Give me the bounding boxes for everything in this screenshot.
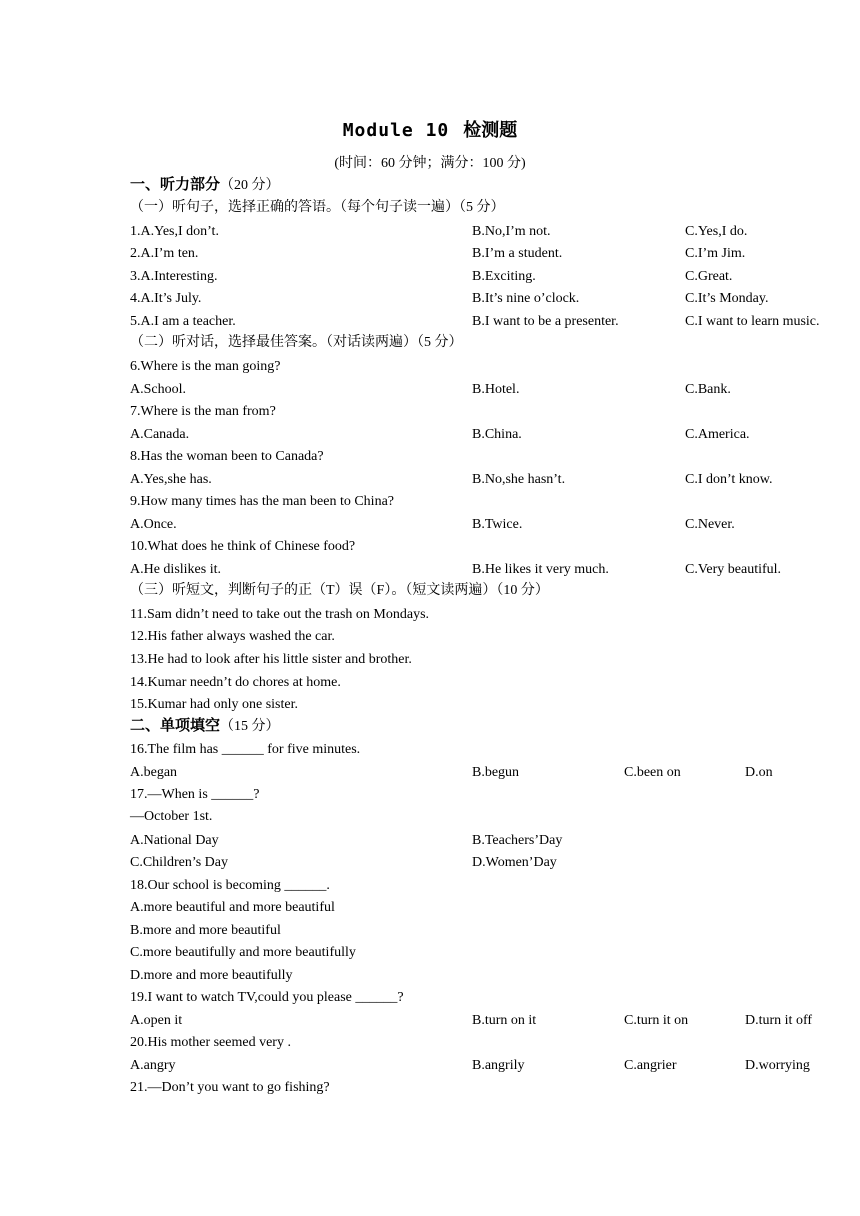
title-test: 检测题 — [463, 120, 518, 141]
question-2 — [130, 245, 746, 263]
question-8: 8.Has the woman been to Canada? — [130, 449, 324, 464]
title-module: Module 10 — [342, 120, 450, 141]
question-6: 6.Where is the man going? — [130, 359, 281, 374]
question-17: 17.—When is ______? — [130, 787, 260, 802]
option-c: C.It’s Monday. — [685, 291, 769, 306]
part-1-instruction: （一）听句子，选择正确的答语。（每个句子读一遍）（5 分） — [130, 200, 505, 215]
option-b: B.I’m a student. — [472, 246, 563, 261]
question-9: 9.How many times has the man been to China? — [130, 494, 394, 509]
question-19-options — [130, 1012, 813, 1030]
question-18-option-a: A.more beautiful and more beautiful — [130, 900, 335, 915]
part-3-instruction: （三）听短文，判断句子的正（T）误（F）。（短文读两遍）（10 分） — [130, 583, 549, 598]
option-c: C.Yes,I do. — [685, 224, 748, 239]
question-15: 15.Kumar had only one sister. — [130, 697, 298, 712]
option-c: C.angrier — [624, 1058, 677, 1073]
option-b: B.Teachers’Day — [472, 833, 563, 848]
question-1 — [130, 223, 748, 241]
option-b: B.Exciting. — [472, 269, 536, 284]
page-title — [0, 116, 860, 142]
option-b: B.begun — [472, 765, 520, 780]
question-17-options-row1 — [130, 832, 563, 850]
option-a: A.Once. — [130, 517, 177, 532]
option-c: C.turn it on — [624, 1013, 689, 1028]
option-b: B.China. — [472, 427, 522, 442]
option-a: A.Yes,she has. — [130, 472, 212, 487]
question-8-options — [130, 471, 773, 489]
option-a: A.School. — [130, 382, 186, 397]
part-2-instruction: （二）听对话，选择最佳答案。（对话读两遍）（5 分） — [130, 335, 463, 350]
option-b: B.angrily — [472, 1058, 525, 1073]
option-d: D.turn it off — [745, 1013, 813, 1028]
option-a: A.open it — [130, 1013, 183, 1028]
question-16-options — [130, 764, 773, 782]
option-c: C.Bank. — [685, 382, 731, 397]
question-14: 14.Kumar needn’t do chores at home. — [130, 675, 341, 690]
option-b: B.No,I’m not. — [472, 224, 551, 239]
question-6-options — [130, 381, 731, 399]
option-a: 4.A.It’s July. — [130, 291, 202, 306]
question-20-options — [130, 1057, 810, 1075]
option-a: A.began — [130, 765, 178, 780]
option-b: B.It’s nine o’clock. — [472, 291, 580, 306]
question-11: 11.Sam didn’t need to take out the trash on Mondays. — [130, 607, 430, 622]
question-18: 18.Our school is becoming ______. — [130, 878, 330, 893]
question-19: 19.I want to watch TV,could you please ______? — [130, 990, 404, 1005]
option-c: C.I want to learn music. — [685, 314, 820, 329]
option-c: C.I’m Jim. — [685, 246, 746, 261]
section-heading-text: 一、听力部分 — [130, 175, 221, 193]
question-17-answer: —October 1st. — [130, 809, 213, 824]
question-18-option-b: B.more and more beautiful — [130, 923, 281, 938]
question-16: 16.The film has ______ for five minutes. — [130, 742, 361, 757]
question-18-option-d: D.more and more beautifully — [130, 968, 293, 983]
option-d: D.worrying — [745, 1058, 810, 1073]
option-b: B.No,she hasn’t. — [472, 472, 566, 487]
question-18-option-c: C.more beautifully and more beautifully — [130, 945, 356, 960]
section-heading-text: 二、单项填空 — [130, 716, 221, 734]
option-b: B.Twice. — [472, 517, 523, 532]
section-grammar-heading — [130, 716, 280, 736]
option-d: D.Women’Day — [472, 855, 557, 870]
question-7-options — [130, 426, 750, 444]
page-subtitle: (时间：60 分钟；满分：100 分) — [334, 156, 526, 171]
question-17-options-row2 — [130, 854, 557, 872]
question-5 — [130, 313, 820, 331]
option-c: C.Great. — [685, 269, 733, 284]
option-a: 5.A.I am a teacher. — [130, 314, 236, 329]
question-3 — [130, 268, 733, 286]
option-a: A.angry — [130, 1058, 176, 1073]
question-13: 13.He had to look after his little sister and brother. — [130, 652, 412, 667]
question-10-options — [130, 561, 782, 579]
option-c: C.Very beautiful. — [685, 562, 782, 577]
option-d: D.on — [745, 765, 773, 780]
option-b: B.I want to be a presenter. — [472, 314, 619, 329]
option-a: 2.A.I’m ten. — [130, 246, 199, 261]
question-20: 20.His mother seemed very . — [130, 1035, 291, 1050]
question-4 — [130, 290, 769, 308]
option-a: 1.A.Yes,I don’t. — [130, 224, 219, 239]
option-b: B.He likes it very much. — [472, 562, 609, 577]
option-a: A.He dislikes it. — [130, 562, 221, 577]
question-9-options — [130, 516, 735, 534]
section-points: （20 分） — [220, 178, 280, 193]
option-b: B.Hotel. — [472, 382, 520, 397]
option-c: C.been on — [624, 765, 681, 780]
option-c: C.Children’s Day — [130, 855, 228, 870]
question-21: 21.—Don’t you want to go fishing? — [130, 1080, 330, 1095]
option-a: A.Canada. — [130, 427, 190, 442]
option-c: C.America. — [685, 427, 750, 442]
option-c: C.Never. — [685, 517, 735, 532]
section-points: （15 分） — [220, 719, 280, 734]
question-10: 10.What does he think of Chinese food? — [130, 539, 356, 554]
option-b: B.turn on it — [472, 1013, 537, 1028]
option-a: A.National Day — [130, 833, 219, 848]
option-c: C.I don’t know. — [685, 472, 773, 487]
question-12: 12.His father always washed the car. — [130, 629, 335, 644]
option-a: 3.A.Interesting. — [130, 269, 218, 284]
section-listening-heading — [130, 175, 280, 195]
question-7: 7.Where is the man from? — [130, 404, 276, 419]
